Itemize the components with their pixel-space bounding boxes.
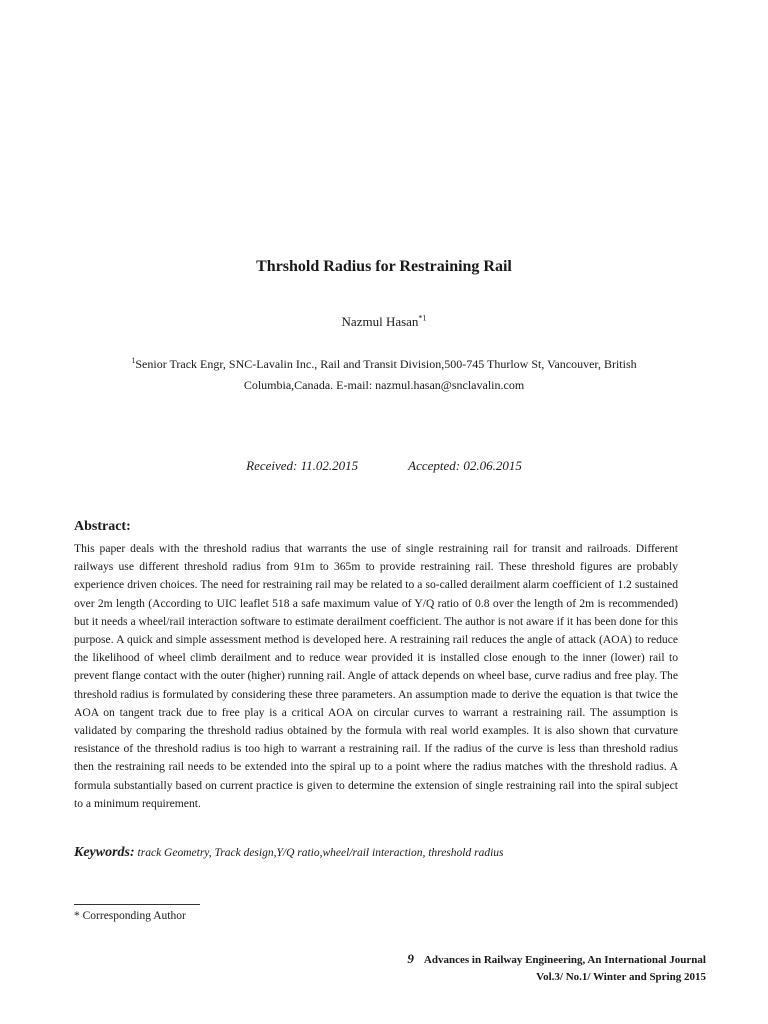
accepted-date: Accepted: 02.06.2015 (408, 458, 522, 473)
author-marker: *1 (418, 313, 427, 323)
journal-issue: Vol.3/ No.1/ Winter and Spring 2015 (536, 971, 706, 983)
affiliation-line-2: Columbia,Canada. E-mail: nazmul.hasan@snclavalin.com (243, 378, 525, 392)
journal-name: Advances in Railway Engineering, An International Journal (423, 954, 706, 966)
received-date: Received: 11.02.2015 (246, 458, 359, 473)
affiliation (90, 354, 678, 396)
affiliation-line-1: Senior Track Engr, SNC-Lavalin Inc., Rail and Transit Division,500-745 Thurlow St, Vancouver, British (135, 357, 637, 371)
footnote-divider (74, 904, 200, 905)
page-number: 9 (407, 951, 414, 966)
journal-footer (306, 950, 706, 986)
keywords-line (74, 845, 678, 861)
footnote: * Corresponding Author (74, 910, 186, 922)
keywords-text: track Geometry, Track design,Y/Q ratio,wheel/rail interaction, threshold radius (137, 847, 504, 859)
dates-line (0, 458, 768, 474)
affiliation-marker: 1 (131, 356, 136, 365)
abstract-text: This paper deals with the threshold radius that warrants the use of single restraining rail for transit and railroads. Different railways use different threshold radius from 91m to 365m to provide restraining rail. These threshold figures are probably experience driven choices. The need for restraining rail may be related to a so-called derailment alarm coefficient of 1.2 sustained over 2m length (According to UIC leaflet 518 a safe maximum value of Y/Q ratio of 0.8 over the length of 2m is recommended) but it needs a wheel/rail interaction software to estimate derailment coefficient. The author is not aware if it has been done for this purpose. A quick and simple assessment method is developed here. A restraining rail reduces the angle of attack (AOA) to reduce the likelihood of wheel climb derailment and to reduce wear provided it is installed close enough to the inner (lower) rail to prevent flange contact with the outer (higher) running rail. Angle of attack depends on wheel base, curve radius and free play. The threshold radius is formulated by considering these three parameters. An assumption made to derive the equation is that twice the AOA on tangent track due to free play is a critical AOA on circular curves to warrant a restraining rail. The assumption is validated by comparing the threshold radius obtained by the formula with real world examples. It is also shown that curvature resistance of the threshold radius is too high to warrant a restraining rail. If the radius of the curve is less than threshold radius then the restraining rail needs to be extended into the spiral up to a point where the radius matches with the threshold radius. A formula substantially based on current practice is given to determine the extension of single restraining rail into the spiral subject to a minimum requirement. (74, 542, 678, 810)
author-name: Nazmul Hasan (341, 314, 419, 329)
paper-title: Thrshold Radius for Restraining Rail (256, 258, 512, 275)
abstract-heading: Abstract: (74, 519, 131, 534)
author-line (0, 314, 768, 330)
keywords-label: Keywords: (74, 845, 135, 860)
